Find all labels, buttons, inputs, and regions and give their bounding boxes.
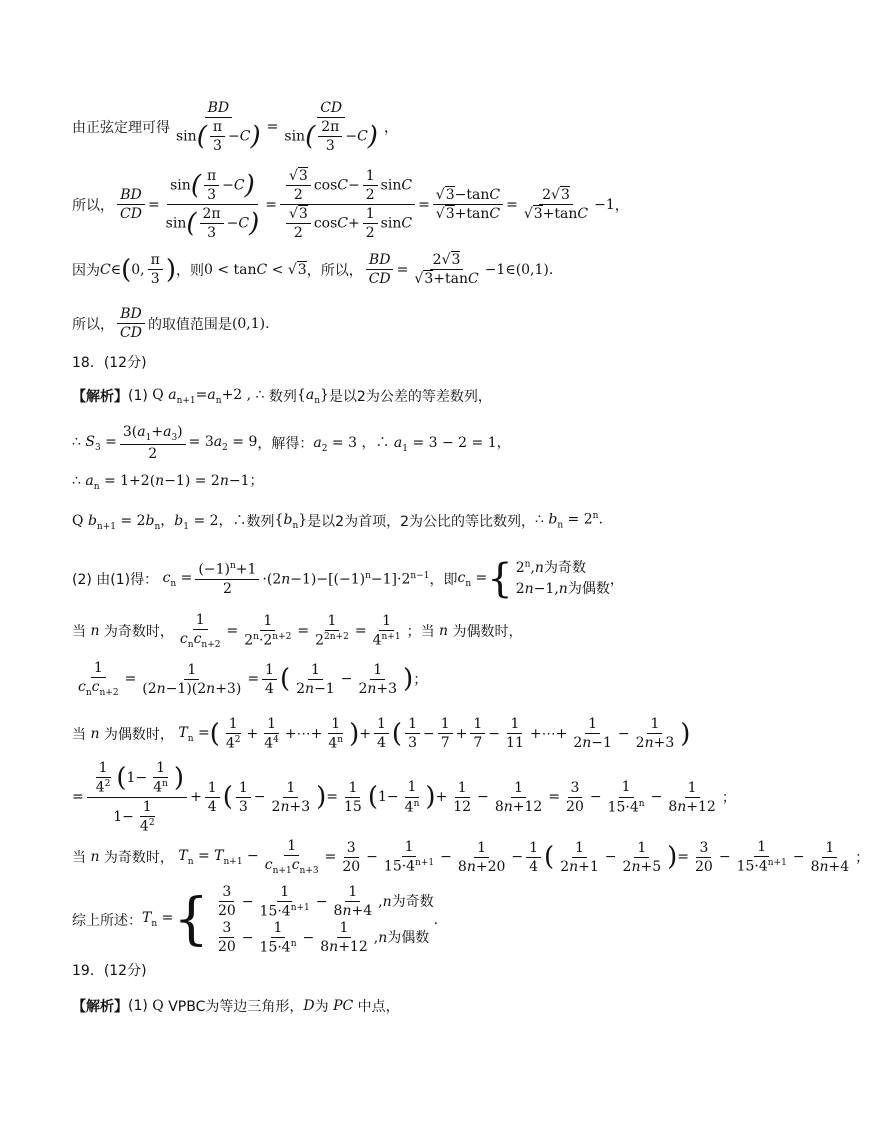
q18-tn-even-result: = $\frac{1}{4^2}$ (1− $\frac{1}{4^n}$ ) 1− $\frac{1}{4^2}$ + 1 4 ( 1 3 − 1 2n+3 ) = 1 15 ( 1− 1 4$^n$ ) + 1 12 − 1 8n+12 = 3 20 − 1 $15\cdot 4^n$ − 1 8n+12 ； [72, 760, 736, 835]
text-sine-law: 由正弦定理可得 [72, 120, 170, 137]
q18-bn: Q $b_{n+1} = 2b_n$，$b_1 = 2$，∴ 数列 $\{b_n\}$ 是以2为首项，2为公比的等比数列， ∴ $b_n = 2^n$. [72, 511, 603, 532]
line-conclusion: 所以， BD CD 的取值范围是 (0,1). [72, 306, 270, 342]
line-sine-law: 由正弦定理可得 BD sin( $\frac{\pi}{3}$ −C) = CD sin( $\frac{2\pi}{3}$ −C) ， [72, 100, 398, 155]
question-19-heading: 19．(12分) [72, 963, 147, 979]
q19-part1: 【解析】 (1) Q VPBC为等边三角形， D 为 PC 中点， [72, 998, 400, 1015]
line-ratio: 所以， BD CD = sin( $\frac{\pi}{3}$ −C) sin( $\frac{2\pi}{3}$ −C) = $\frac{√3}{2}$ cosC− $\frac{1}{2}$ sinC $\frac{√3}{2}$ cosC+ $\frac{1}{2}$ sinC = √3−tanC √3+tanC = 2√3 √3+tanC −1 ， [72, 168, 629, 242]
line-range: 因为 C ∈ ( 0, π 3 ) ，则 0 < tanC < √3 ，所以， BD CD = 2√3 √3+tanC −1∈(0,1). [72, 252, 554, 288]
q18-odd-case: 当 n 为奇数时， 1 $c_nc_{n+2}$ = 1 $2^n\cdot 2^{n+2}$ = 1 $2^{2n+2}$ = 1 $4^{n+1}$ ； 当 n 为偶数时， [72, 612, 523, 650]
q18-part1: 【解析】 (1) Q $a_{n+1}=a_n+2$ , ∴ 数列 $\{a_n\}$ 是以2为公差的等差数列， [72, 386, 492, 406]
q18-s3: ∴ $S_3$ = $\frac{3(a_1+a_3)}{2}$ = $3a_2 = 9$ ，解得： $a_2 = 3$ ，∴ $a_1 = 3 - 2 = 1$， [72, 424, 511, 463]
fraction-cd: CD sin( $\frac{2\pi}{3}$ −C) [284, 100, 378, 155]
fraction-bd: BD sin( $\frac{\pi}{3}$ −C) [176, 100, 261, 155]
q18-even-term: 1 $c_nc_{n+2}$ = 1 (2n−1)(2n+3) = 1 4 ( 1 2n−1 − 1 2n+3 ) ； [78, 660, 428, 698]
q18-summary: 综上所述： $T_n$ = { $\frac{3}{20}$ − $\frac{1}{15\cdot 4^{n+1}}$ − $\frac{1}{8n+4}$ ,n为奇数 $\frac{3}{20}$ − $\frac{1}{15\cdot 4^n}$ − $\frac{1}{8n+12}$ ,n为偶数 . [72, 884, 439, 956]
q18-an: ∴ $a_n = 1+2(n-1) = 2n-1$； [72, 473, 264, 492]
q18-tn-even: 当 n 为偶数时， $T_n$ = ( 1 $4^2$ + 1 $4^4$ +⋯+ 1 4$^n$ ) + 1 4 ( 1 3 − 1 7 + 1 7 − 1 11 +⋯+ 1 2n−1 − 1 2n+3 ) [72, 716, 691, 752]
q18-part2: (2) 由(1)得： $c_n$ = $\frac{(-1)^n+1}{2}$ $\cdot(2n-1)-[(-1)^n-1]\cdot 2^{n-1}$ ，即 $c_n$ = { 2$^n$,n为奇数 2n−1,n为偶数 ， [72, 556, 624, 602]
question-18-heading: 18．(12分) [72, 355, 147, 371]
q18-tn-odd: 当 n 为奇数时， $T_n = T_{n+1}$ − $\frac{1}{c_{n+1}c_{n+3}}$ = 3 20 − 1 $15\cdot 4^{n+1}$ − 1 8n+20 − 1 4 ( 1 2n+1 − 1 2n+5 ) = 3 20 − 1 $15\cdot 4^{n+1}$ − 1 8n+4 ； [72, 838, 869, 876]
